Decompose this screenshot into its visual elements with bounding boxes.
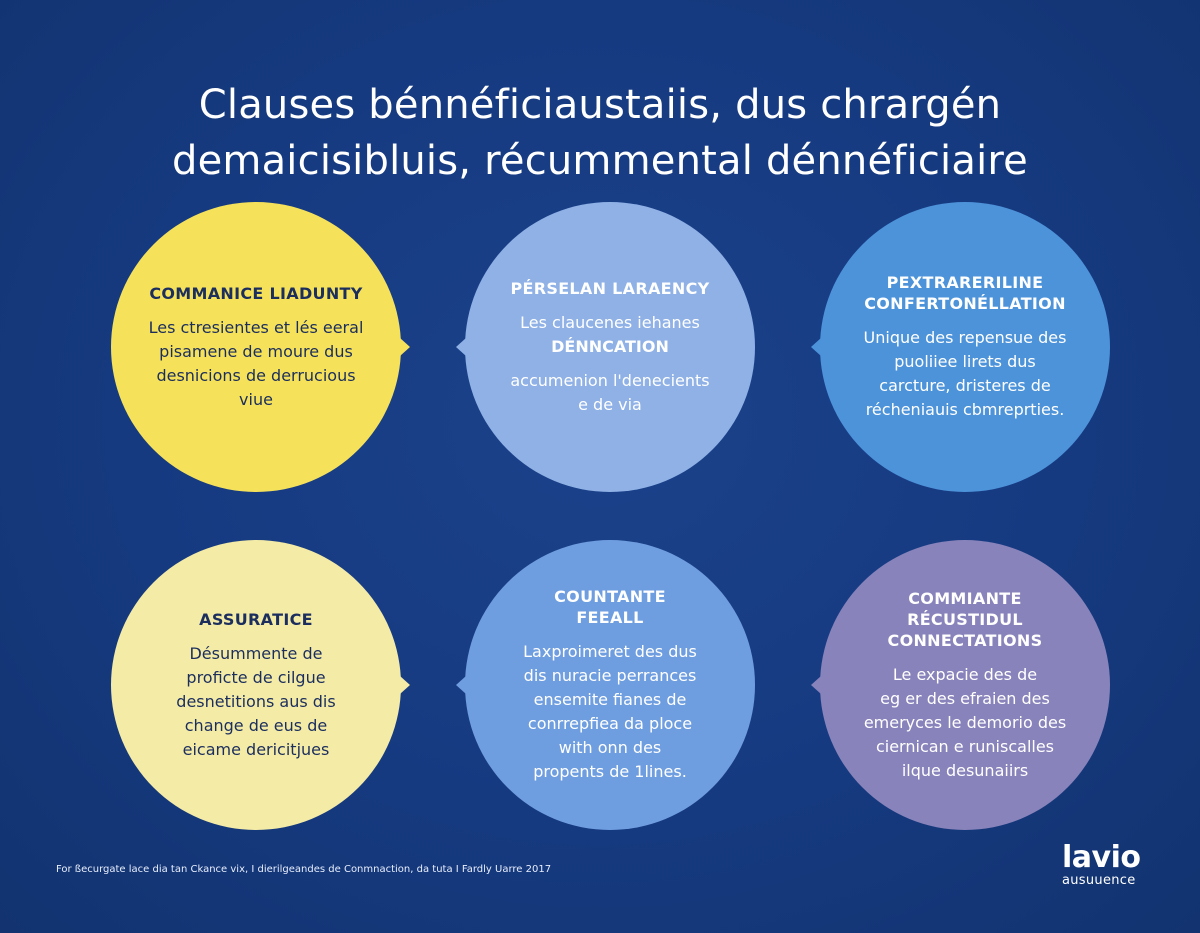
circle-heading-line: RÉCUSTIDUL xyxy=(907,609,1023,629)
circle-body-line: carcture, dristeres de xyxy=(879,376,1051,395)
circle-heading xyxy=(554,586,666,628)
circle-heading-line: PEXTRARERILINE xyxy=(886,273,1044,292)
circle-body-line: emeryces le demorio des xyxy=(863,712,1067,732)
circle-heading xyxy=(864,272,1066,314)
circle-body xyxy=(864,663,1066,783)
circle-body-line: dis nuracie perrances xyxy=(523,666,697,685)
circle-body-line: ciernican e runiscalles xyxy=(875,736,1055,756)
circle-commanice-liadunty xyxy=(111,202,401,492)
circle-body-line: Unique des repensue des xyxy=(863,328,1067,347)
brand-logo xyxy=(1062,842,1140,888)
circle-body-line: with onn des xyxy=(558,738,662,757)
logo-name: lavio xyxy=(1062,840,1141,875)
circle-body-line: Les ctresientes et lés eeral xyxy=(148,317,364,337)
circle-body xyxy=(176,642,335,762)
circle-heading-line: COMMIANTE xyxy=(908,588,1022,608)
footer-source-note: For ßecurgate lace dia tan Ckance vix, I dierilgeandes de Conmnaction, da tuta I Fardly Uarre 2017 xyxy=(56,864,552,875)
circle-pextrareriline xyxy=(820,202,1110,492)
circle-body-line: e de via xyxy=(578,394,642,414)
circle-body-line: récheniauis cbmreprties. xyxy=(865,400,1065,419)
circle-body xyxy=(149,316,364,412)
circle-body-line: Les claucenes iehanes xyxy=(520,312,700,332)
circle-countante-feeall xyxy=(465,540,755,830)
circle-heading xyxy=(888,588,1043,651)
circle-heading-line: PÉRSELAN LARAENCY xyxy=(510,278,710,298)
circle-perselan-laraency xyxy=(465,202,755,492)
circle-body xyxy=(523,640,697,784)
circle-body-line: desnicions de derrucious xyxy=(156,365,356,385)
circle-body xyxy=(864,326,1067,422)
circle-body-line: viue xyxy=(239,389,273,409)
page-title xyxy=(0,77,1200,189)
circle-body-line: ilque desunaiirs xyxy=(901,760,1029,780)
circle-body-line: accumenion l'denecients xyxy=(510,370,710,390)
circle-body-line: propents de 1lines. xyxy=(533,762,687,781)
circle-body-line: desnetitions aus dis xyxy=(176,691,336,711)
circle-body-line: conrrepfiea da ploce xyxy=(527,714,693,733)
title-line-1: Clauses bénnéficiaustaiis, dus chrargén xyxy=(198,81,1002,128)
title-line-2: demaicisibluis, récummental dénnéficiaire xyxy=(172,137,1028,184)
circle-body-emphasis: DÉNNCATION xyxy=(551,336,669,356)
logo-subtitle: ausuuence xyxy=(1062,873,1136,888)
circle-heading-line: CONFERTONÉLLATION xyxy=(864,294,1066,313)
circle-body-line: pisamene de moure dus xyxy=(159,341,353,361)
circle-heading xyxy=(511,278,710,299)
circle-body-line: Désummente de xyxy=(189,643,323,663)
circle-heading-line: CONNECTATIONS xyxy=(887,630,1043,650)
circle-body-line: change de eus de xyxy=(184,715,328,735)
circle-body xyxy=(510,311,709,417)
circle-body-line: proficte de cilgue xyxy=(186,667,326,687)
circle-heading-line: FEEALL xyxy=(576,608,644,627)
circle-heading xyxy=(199,609,313,630)
circle-body-line: Laxproimeret des dus xyxy=(523,642,697,661)
circle-assuratice xyxy=(111,540,401,830)
circle-body-line: eg er des efraien des xyxy=(880,688,1050,708)
circle-heading xyxy=(149,283,362,304)
circle-commiante-connectations xyxy=(820,540,1110,830)
circle-heading-line: COMMANICE LIADUNTY xyxy=(149,283,363,303)
circle-body-line: ensemite fianes de xyxy=(533,690,687,709)
circle-body-line: eicame dericitjues xyxy=(182,739,330,759)
circle-heading-line: ASSURATICE xyxy=(199,609,313,629)
circle-heading-line: COUNTANTE xyxy=(554,587,666,606)
circle-body-line: Le expacie des de xyxy=(892,664,1038,684)
circle-body-line: puoliiee lirets dus xyxy=(894,352,1036,371)
